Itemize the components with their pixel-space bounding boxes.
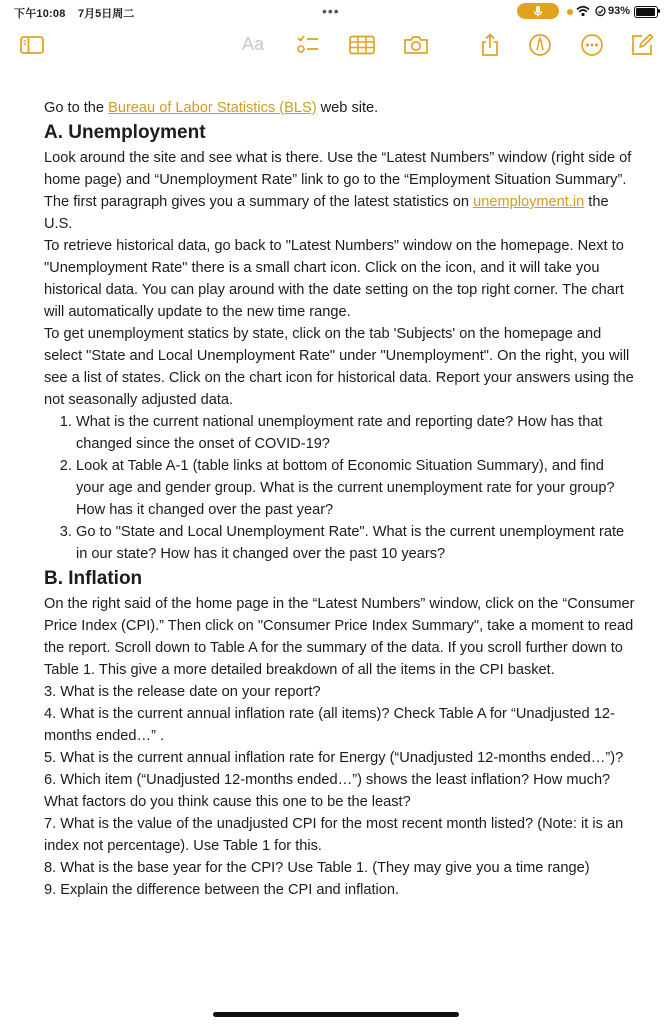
table-button[interactable] (348, 31, 376, 59)
camera-icon (403, 35, 429, 55)
home-indicator[interactable] (213, 1012, 459, 1017)
notes-toolbar (0, 28, 672, 64)
status-time: 下午10:08 (14, 8, 66, 20)
battery-percent: 93% (608, 5, 631, 17)
list-item: 3. Go to "State and Local Unemployment Rate". What is the current unemployment rate in our state? How has it changed over the past 10 years? (76, 521, 636, 565)
markup-button[interactable] (526, 31, 554, 59)
format-text-button[interactable]: Aa (242, 34, 265, 54)
list-item: 9. Explain the difference between the CPI and inflation. (44, 882, 400, 898)
markup-icon (528, 33, 552, 57)
list-item: 6. Which item (“Unadjusted 12-months ended…”) shows the least inflation? How much? What factors do you think cause this one to be the least? (44, 772, 611, 810)
location-lock-icon (595, 5, 606, 17)
section-a-paragraph-1: Look around the site and see what is there. Use the “Latest Numbers” window (right side of home page) and “Unemployment Rate” link to go to the “Employment Situation Summary”. The first paragraph gives you a summary of the latest statistics on unemployment.in the U.S. (44, 150, 632, 232)
note-body[interactable] (44, 97, 636, 901)
section-a-paragraph-2: To retrieve historical data, go back to "Latest Numbers" window on the homepage. Next to "Unemployment Rate" there is a small chart icon. Click on the icon, and it will take you historical data. You can play around with the date setting on the top right corner. The chart will automatically update to the new time range. (44, 238, 624, 320)
microphone-icon (532, 5, 544, 17)
section-b-paragraph-1: On the right said of the home page in the “Latest Numbers” window, click on the “Consumer Price Index (CPI).” Then click on "Consumer Price Index Summary", take a moment to read the report. Scroll down to Table A for the summary of the data. If you scroll further down to Table 1. This give a more detailed breakdown of all the items in the CPI basket. (44, 596, 635, 678)
bls-link[interactable]: Bureau of Labor Statistics (BLS) (108, 100, 317, 116)
share-button[interactable] (476, 31, 504, 59)
sidebar-icon (20, 35, 44, 55)
wifi-icon (576, 5, 590, 17)
more-icon (580, 33, 604, 57)
more-options-button[interactable] (578, 31, 606, 59)
unemployment-questions (44, 411, 636, 565)
section-b-heading: B. Inflation (44, 568, 143, 589)
battery-icon (634, 6, 658, 18)
checklist-icon (296, 33, 320, 57)
orange-dot-indicator (567, 9, 573, 15)
unemployment-link[interactable]: unemployment.in (473, 194, 585, 210)
status-date: 7月5日周二 (78, 8, 135, 20)
checklist-button[interactable] (294, 31, 322, 59)
multitasking-dots[interactable]: ••• (322, 3, 340, 19)
compose-icon (630, 33, 654, 57)
list-item: 7. What is the value of the unadjusted CPI for the most recent month listed? (Note: it is an index not percentage). Use Table 1 for this. (44, 816, 624, 854)
section-a-heading: A. Unemployment (44, 122, 206, 143)
list-item: 8. What is the base year for the CPI? Use Table 1. (They may give you a time range) (44, 860, 590, 876)
table-icon (349, 35, 375, 55)
list-item: 5. What is the current annual inflation rate for Energy (“Unadjusted 12-months ended…”)? (44, 750, 624, 766)
intro-line: Go to the Bureau of Labor Statistics (BLS) web site. (44, 100, 379, 116)
list-item: 3. What is the release date on your report? (44, 684, 321, 700)
new-note-button[interactable] (628, 31, 656, 59)
list-item: 1. What is the current national unemployment rate and reporting date? How has that changed since the onset of COVID-19? (76, 411, 636, 455)
microphone-indicator (517, 3, 559, 19)
camera-button[interactable] (402, 31, 430, 59)
section-a-paragraph-3: To get unemployment statics by state, click on the tab 'Subjects' on the homepage and select "State and Local Unemployment Rate" under "Unemployment". On the right, you will see a list of states. Click on the chart icon for historical data. Report your answers using the not seasonally adjusted data. (44, 326, 634, 408)
sidebar-toggle-button[interactable] (18, 31, 46, 59)
share-icon (480, 33, 500, 57)
list-item: 2. Look at Table A-1 (table links at bottom of Economic Situation Summary), and find your age and gender group. What is the current unemployment rate for your group? How has it changed over the past year? (76, 455, 636, 521)
list-item: 4. What is the current annual inflation rate (all items)? Check Table A for “Unadjusted 12-months ended…” . (44, 706, 615, 744)
status-bar (0, 0, 672, 24)
